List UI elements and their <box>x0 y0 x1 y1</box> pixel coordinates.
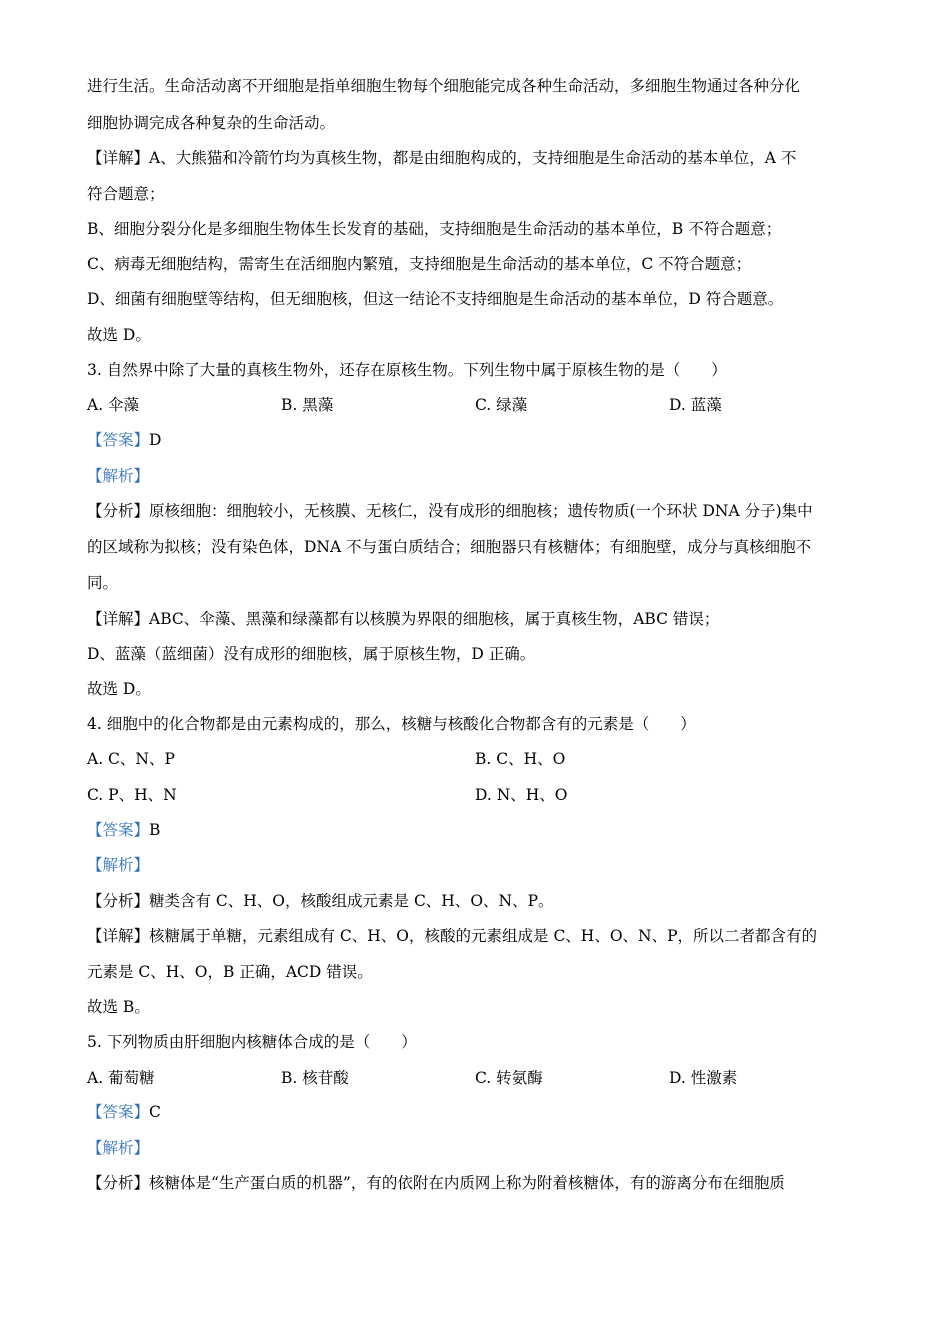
detail-line: 符合题意； <box>87 185 165 203</box>
answer-label: 【答案】 <box>87 431 150 449</box>
q5-answer <box>87 1102 161 1122</box>
q4-option-a: A. C、N、P <box>87 750 175 768</box>
q3-analysis-line: 【分析】原核细胞：细胞较小，无核膜、无核仁，没有成形的细胞核；遗传物质(一个环状 DNA 分子)集中 <box>87 502 813 520</box>
q4-analysis-label: 【解析】 <box>87 856 150 874</box>
detail-line: C、病毒无细胞结构，需寄生在活细胞内繁殖，支持细胞是生命活动的基本单位，C 不符合题意； <box>87 255 752 273</box>
question-5-stem: 5. 下列物质由肝细胞内核糖体合成的是（ ） <box>87 1033 417 1051</box>
question-4-stem: 4. 细胞中的化合物都是由元素构成的，那么，核糖与核酸化合物都含有的元素是（ ） <box>87 715 696 733</box>
q5-option-c: C. 转氨酶 <box>475 1069 543 1087</box>
q4-option-b: B. C、H、O <box>475 750 566 768</box>
detail-line: 【详解】A、大熊猫和冷箭竹均为真核生物，都是由细胞构成的，支持细胞是生命活动的基本单位，A 不 <box>87 149 797 167</box>
q4-choose: 故选 B。 <box>87 998 150 1016</box>
q3-analysis-label: 【解析】 <box>87 467 150 485</box>
answer-label: 【答案】 <box>87 821 150 839</box>
q3-option-b: B. 黑藻 <box>281 396 334 414</box>
paragraph-line: 细胞协调完成各种复杂的生命活动。 <box>87 114 336 132</box>
answer-value: C <box>149 1103 161 1121</box>
q5-option-b: B. 核苷酸 <box>281 1069 349 1087</box>
q3-option-d: D. 蓝藻 <box>669 396 722 414</box>
answer-value: D <box>149 431 162 449</box>
q3-option-c: C. 绿藻 <box>475 396 528 414</box>
q3-analysis-line: 同。 <box>87 574 119 592</box>
paragraph-line: 进行生活。生命活动离不开细胞是指单细胞生物每个细胞能完成各种生命活动，多细胞生物通过各种分化 <box>87 77 801 95</box>
q4-answer <box>87 820 160 840</box>
q4-option-c: C. P、H、N <box>87 786 177 804</box>
answer-label: 【答案】 <box>87 1103 150 1121</box>
detail-line: D、细菌有细胞壁等结构，但无细胞核，但这一结论不支持细胞是生命活动的基本单位，D 符合题意。 <box>87 290 784 308</box>
choose-line: 故选 D。 <box>87 326 151 344</box>
question-3-stem: 3. 自然界中除了大量的真核生物外，还存在原核生物。下列生物中属于原核生物的是（ ） <box>87 361 727 379</box>
q5-analysis-line: 【分析】核糖体是“生产蛋白质的机器”，有的依附在内质网上称为附着核糖体，有的游离分布在细胞质 <box>87 1174 785 1192</box>
q3-analysis-line: 的区域称为拟核；没有染色体，DNA 不与蛋白质结合；细胞器只有核糖体；有细胞壁，成分与真核细胞不 <box>87 538 812 556</box>
detail-line: B、细胞分裂分化是多细胞生物体生长发育的基础，支持细胞是生命活动的基本单位，B 不符合题意； <box>87 220 782 238</box>
q3-detail-line: 【详解】ABC、伞藻、黑藻和绿藻都有以核膜为界限的细胞核，属于真核生物，ABC 错误； <box>87 610 720 628</box>
q5-option-d: D. 性激素 <box>669 1069 738 1087</box>
q4-detail-line: 【详解】核糖属于单糖，元素组成有 C、H、O，核酸的元素组成是 C、H、O、N、P，所以二者都含有的 <box>87 927 818 945</box>
q4-detail-line: 元素是 C、H、O，B 正确，ACD 错误。 <box>87 963 373 981</box>
q4-option-d: D. N、H、O <box>475 786 568 804</box>
q3-detail-line: D、蓝藻（蓝细菌）没有成形的细胞核，属于原核生物，D 正确。 <box>87 645 536 663</box>
q5-option-a: A. 葡萄糖 <box>87 1069 155 1087</box>
answer-value: B <box>149 821 161 839</box>
q3-option-a: A. 伞藻 <box>87 396 140 414</box>
q3-choose: 故选 D。 <box>87 680 151 698</box>
q3-answer <box>87 430 161 450</box>
q4-analysis-line: 【分析】糖类含有 C、H、O，核酸组成元素是 C、H、O、N、P。 <box>87 892 554 910</box>
q5-analysis-label: 【解析】 <box>87 1139 150 1157</box>
